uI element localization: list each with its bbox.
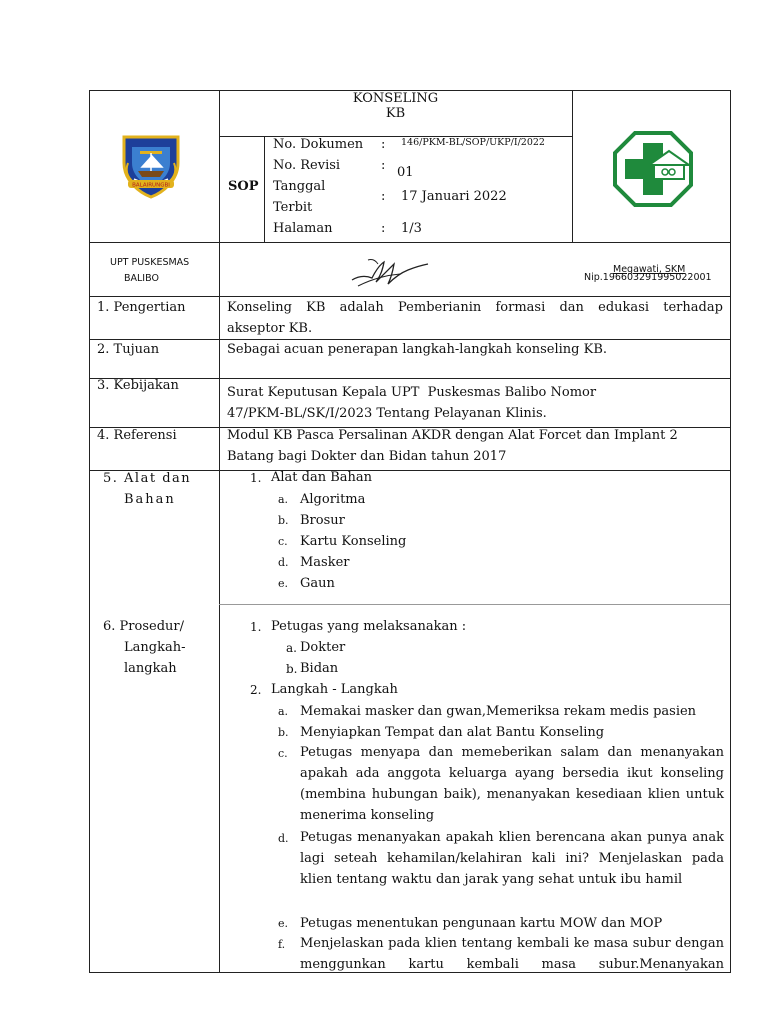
- field-label-no-revisi: No. Revisi: [273, 158, 341, 173]
- field-label-no-dokumen: No. Dokumen: [273, 137, 364, 152]
- field-value-tanggal: 17 Januari 2022: [401, 189, 507, 204]
- signer-nip: Nip.196603291995022001: [584, 272, 712, 283]
- alat-item-letter: b.: [278, 514, 289, 527]
- field-value-halaman: 1/3: [401, 221, 422, 236]
- pengertian-line-2: akseptor KB.: [227, 321, 313, 336]
- word: KB: [306, 300, 326, 315]
- section-label-tujuan: 2. Tujuan: [97, 342, 160, 357]
- signer-name: Megawati, SKM: [613, 264, 686, 275]
- page-title: KONSELING: [352, 91, 439, 106]
- row-divider: [89, 296, 731, 297]
- signature: [348, 252, 430, 290]
- alat-heading-num: 1.: [250, 471, 262, 485]
- section-label-prosedur: 6. Prosedur/: [103, 619, 184, 634]
- sop-label: SOP: [228, 179, 259, 194]
- petugas-item: Dokter: [300, 640, 346, 655]
- alat-item: Masker: [300, 555, 350, 570]
- field-sep: :: [381, 221, 386, 236]
- step-letter: e.: [278, 917, 289, 930]
- section-label-pengertian: 1. Pengertian: [97, 300, 186, 315]
- field-label-terbit: Terbit: [273, 200, 313, 215]
- field-sep: :: [381, 137, 386, 152]
- section-label-alat-2: Bahan: [124, 492, 176, 507]
- alat-item-letter: e.: [278, 577, 289, 590]
- header-divider-sop: [264, 136, 265, 242]
- word: dan: [559, 300, 584, 315]
- field-value-no-revisi: 01: [397, 165, 414, 180]
- header-divider-right: [572, 90, 573, 242]
- step-letter: c.: [278, 747, 288, 760]
- section-label-alat: 5. Alat dan: [103, 471, 192, 486]
- table-border-left: [89, 90, 90, 973]
- field-sep: :: [381, 189, 386, 204]
- step-text: Petugas menanyakan apakah klien berencana akan punya anak lagi seteah kehamilan/kelahiran kali ini? Menjelaskan pada klien tentang waktu dan jarak yang sehat untuk ibu hamil: [300, 830, 724, 887]
- section-label-prosedur-2: Langkah-: [124, 640, 186, 655]
- prosedur-heading-num: 1.: [250, 620, 262, 634]
- step-text: Petugas menyapa dan memeberikan salam dan menanyakan apakah ada anggota keluarga ayang bersedia ikut konseling (membina hubungan baik), menanyakan kesediaan klien untuk menerima konseling: [300, 745, 724, 823]
- alat-item-letter: c.: [278, 535, 288, 548]
- row-divider: [89, 242, 731, 243]
- row-divider: [219, 604, 730, 605]
- kebijakan-line-1: Surat Keputusan Kepala UPT Puskesmas Balibo Nomor: [227, 385, 597, 400]
- word: adalah: [339, 300, 384, 315]
- step-text: Menyiapkan Tempat dan alat Bantu Konseling: [300, 725, 605, 740]
- org-name: UPT PUSKESMAS: [110, 257, 190, 268]
- alat-item-letter: a.: [278, 493, 289, 506]
- word: Konseling: [227, 300, 292, 315]
- page-title-sub: KB: [385, 106, 406, 121]
- referensi-line-2: Batang bagi Dokter dan Bidan tahun 2017: [227, 449, 507, 464]
- org-name-sub: BALIBO: [124, 273, 159, 284]
- alat-item: Gaun: [300, 576, 335, 591]
- regional-emblem-logo: [118, 133, 184, 199]
- emblem-text: BALAIRUNGBI: [132, 182, 170, 189]
- petugas-item: Bidan: [300, 661, 339, 676]
- section-label-referensi: 4. Referensi: [97, 428, 177, 443]
- column-divider: [219, 90, 220, 972]
- step-letter: d.: [278, 832, 289, 845]
- section-label-prosedur-3: langkah: [124, 661, 177, 676]
- word: edukasi: [598, 300, 650, 315]
- word: Pemberianin: [398, 300, 482, 315]
- kebijakan-line-2: 47/PKM-BL/SK/I/2023 Tentang Pelayanan Klinis.: [227, 406, 547, 421]
- field-value-no-dokumen: 146/PKM-BL/SOP/UKP/I/2022: [401, 137, 545, 148]
- step-text: Petugas menentukan pengunaan kartu MOW dan MOP: [300, 916, 663, 931]
- step-letter: f.: [278, 938, 286, 951]
- step-text: Memakai masker dan gwan,Memeriksa rekam medis pasien: [300, 704, 697, 719]
- tujuan-text: Sebagai acuan penerapan langkah-langkah konseling KB.: [227, 342, 608, 357]
- section-label-kebijakan: 3. Kebijakan: [97, 378, 179, 393]
- petugas-letter: a.: [286, 641, 297, 655]
- field-label-tanggal: Tanggal: [273, 179, 326, 194]
- alat-item: Brosur: [300, 513, 345, 528]
- word: terhadap: [663, 300, 723, 315]
- field-sep: :: [381, 158, 386, 173]
- step-text: Menjelaskan pada klien tentang kembali ke masa subur dengan menggunkan kartu kembali masa subur.Menanyakan: [300, 936, 724, 972]
- puskesmas-logo: [613, 131, 693, 207]
- alat-heading: Alat dan Bahan: [271, 470, 373, 485]
- step-letter: b.: [278, 726, 289, 739]
- field-label-halaman: Halaman: [273, 221, 333, 236]
- referensi-line-1: Modul KB Pasca Persalinan AKDR dengan Alat Forcet dan Implant 2: [227, 428, 678, 443]
- step-letter: a.: [278, 705, 289, 718]
- langkah-heading-num: 2.: [250, 683, 262, 697]
- word: formasi: [495, 300, 546, 315]
- alat-item-letter: d.: [278, 556, 289, 569]
- alat-item: Algoritma: [300, 492, 366, 507]
- row-divider: [89, 378, 731, 379]
- langkah-heading: Langkah - Langkah: [271, 682, 398, 697]
- table-border-right: [730, 90, 731, 973]
- prosedur-heading: Petugas yang melaksanakan :: [271, 619, 467, 634]
- pengertian-line-1: [227, 300, 723, 316]
- row-divider: [89, 339, 731, 340]
- petugas-letter: b.: [286, 662, 298, 676]
- alat-item: Kartu Konseling: [300, 534, 407, 549]
